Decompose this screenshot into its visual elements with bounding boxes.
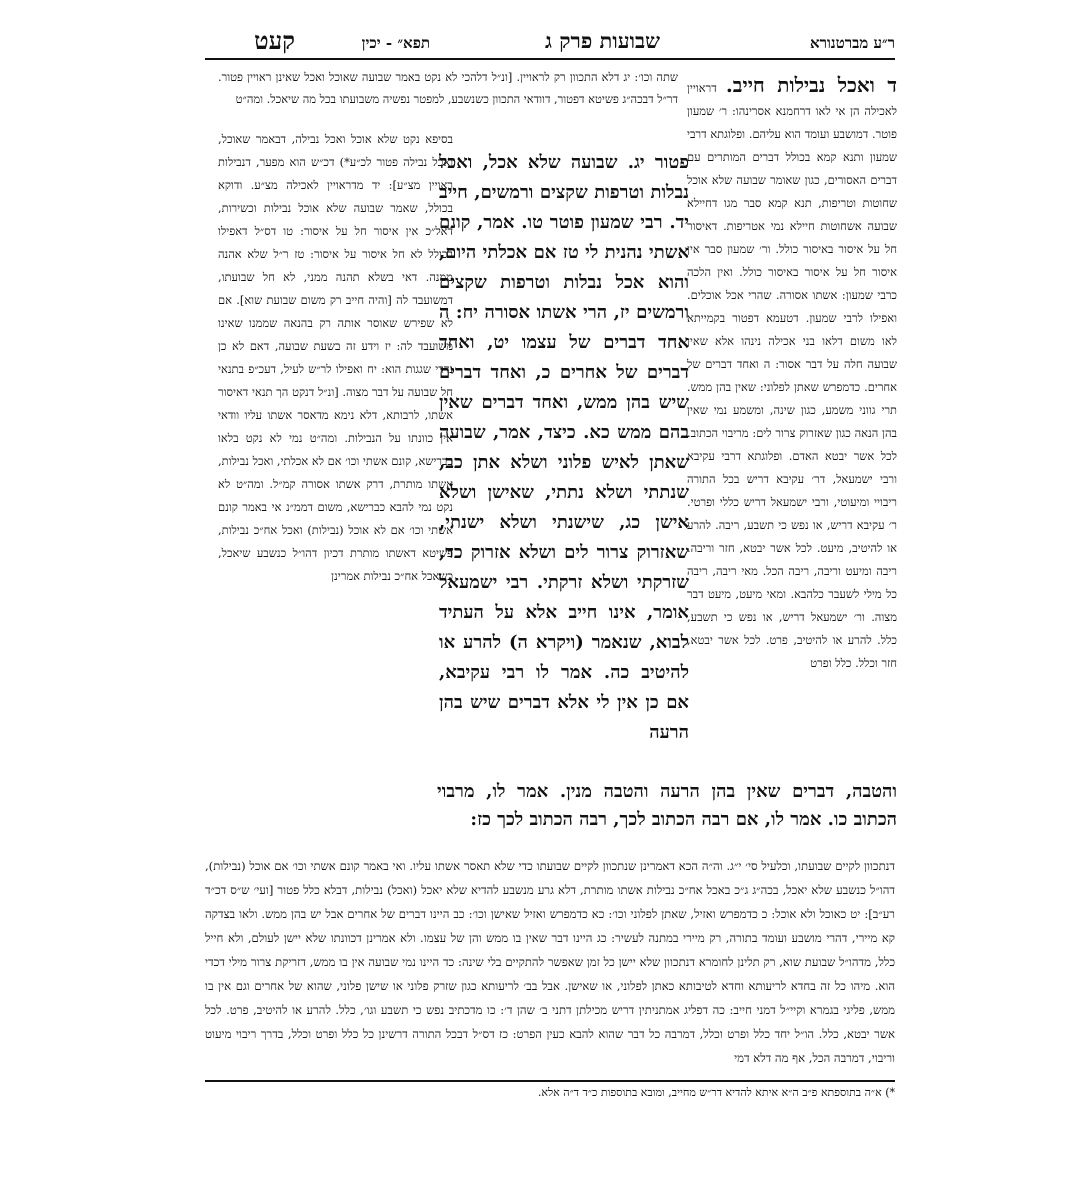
header-rule	[205, 58, 895, 60]
page-header	[205, 28, 895, 62]
mishnah-body: פטור יג. שבועה שלא אכל, ואכל נבלות וטרפות שקצים ורמשים, חייב יד. רבי שמעון פוטר טו. אמר, קונם אשתי נהנית לי טז אם אכלתי היום, והוא אכל נבלות וטרפות שקצים ורמשים יז, הרי אשתו אסורה יח: ה אחד דברים של עצמו יט, ואחד דברים של אחרים כ, ואחד דברים שיש בהן ממש, ואחד דברים שאין בהם ממש כא. כיצד, אמר, שבועה שאתן לאיש פלוני ושלא אתן כב, שנתתי ושלא נתתי, שאישן ושלא אישן כג, שישנתי ושלא ישנתי, שאזרוק צרור לים ושלא אזרוק כד, שזרקתי ושלא זרקתי. רבי ישמעאל אומר, אינו חייב אלא על העתיד לבוא, שנאמר (ויקרא ה) להרע או להיטיב כה. אמר לו רבי עקיבא, אם כן אין לי אלא דברים שיש בהן הרעה	[439, 152, 689, 743]
commentary-lead: ד ואכל נבילות חייב.	[725, 74, 897, 97]
tiferet-commentary-top	[218, 66, 678, 132]
commentary-body: דראויין לאכילה הן אי לאו דרחמנא אסרינהו: ר׳ שמעון פוטר. דמושבע ועומד הוא עליהם. ופלוגתא דרבי שמעון ותנא קמא בכולל דברים המותרים עם דברים האסורים, כגון שאומר שבועה שלא אוכל שחוטות וטריפות, תנא קמא סבר מגו דחיילא שבועה אשחוטות חיילא נמי אטריפות. דאיסור חל על איסור באיסור כולל. ור׳ שמעון סבר אין איסור חל על איסור באיסור כולל. ואין הלכה כרבי שמעון: אשתו אסורה. שהרי אכל אוכלים. ואפילו לרבי שמעון. דטעמא דפטור בקמייתא לאו משום דלאו בני אכילה נינהו אלא שאין שבועה חלה על דבר אסור: ה ואחד דברים של אחרים. כדמפרש שאתן לפלוני: שאין בהן ממש. תרי גווני משמע, כגון שינה, ומשמע נמי שאין בהן הנאה כגון שאזרוק צרור לים: מריבוי הכתוב. לכל אשר יבטא האדם. ופלוגתא דרבי עקיבא ורבי ישמעאל, דר׳ עקיבא דריש בכל התורה ריבויי ומיעוטי, ורבי ישמעאל דריש כללי ופרטי. ר׳ עקיבא דריש, או נפש כי תשבע, ריבה. להרע או להיטיב, מיעט. לכל אשר יבטא, חזר וריבה. ריבה ומיעט וריבה, ריבה הכל. מאי ריבה, ריבה כל מילי לשעבר כלהבא. ומאי מיעט, מיעט דבר מצוה. ור׳ ישמעאל דריש, או נפש כי תשבע, כלל. להרע או להיטיב, פרט. לכל אשר יבטא, חזר וכלל. כלל ופרט	[687, 81, 897, 670]
commentary-title: ר״ע מברטנורא	[809, 34, 895, 52]
footnote: *) א״ה בתוספתא פ״ב ה״א איתא להדיא דר״ש מחייב, ומובא בתוספות כ״ד ד״ה אלא.	[537, 1086, 895, 1099]
commentary-top-text: שתה וכו׳: יג דלא התכוון רק לראויין. [ונ״ל דלהכי לא נקט באמר שבועה שאוכל ואכל שאינן ראויין פטור. דר״ל דבכה״ג פשיטא דפטור, דוודאי התכוון כשנשבע, למפטר נפשיה משבועתו בכל מה שיאכל. ומה״ט	[218, 70, 678, 106]
footnote-rule	[205, 1080, 895, 1082]
commentary-left-text: בסיפא נקט שלא אוכל ואכל נבילה, דבאמר שאוכל, ואכל נבילה פטור לכ״ע*) דכ״ש הוא מפער, דנבילות ראויין מצ״ע]: יד מדראויין לאכילה מצ״ע. ודוקא בכולל, שאמר שבועה שלא אוכל נבילות וכשירות, דאל״כ אין איסור חל על איסור: טו דס״ל דאפילו בכולל לא חל איסור על איסור: טז ר״ל שלא אהנה ממנה. דאי בשלא תהנה ממני, לא חל שבועתו, דמשועבד לה [והיה חייב רק משום שבועת שוא]. אם לא שפירש שאוסר אותה רק בהנאה שממנו שאינו משועבד לה: יז וידע זה בשעת שבועה, דאם לא כן נדרי שגגות הוא: יח ואפילו לר״ש לעיל, דעכ״פ בתנאי חל שבועה על דבר מצוה. [ונ״ל דנקט הך תנאי דאיסור אשתו, לרבותא, דלא נימא מדאסר אשתו עליו וודאי אין כוונתו על הנבילות. ומה״ט נמי לא נקט בלאו כברישא, קונם אשתי וכו׳ אם לא אכלתי, ואכל נבילות, אשתו מותרת, דרק אשתו אסורה קמ״ל. ומה״ט לא נקט נמי להבא כברישא, משום דממ״נ אי באמר קונם אשתי וכו׳ אם לא אוכל (נבילות) ואכל אח״כ נבילות, פשיטא דאשתו מותרת דכיון דהו״ל כנשבע שיאכל, כשאכל אח״כ נבילות אמרינן	[218, 132, 453, 583]
running-head: תפא״ - יכין	[361, 34, 430, 52]
bartenura-commentary	[687, 74, 897, 774]
bottom-commentary-text: דנתכוון לקיים שבועתו, וכלעיל סי׳ י״ג. וה״ה הכא דאמרינן שנתכוון לקיים שבועתו כדי שלא תאסר אשתו עליו. ואי באמר קונם אשתי וכו׳ אם אוכל (נבילות), דהו״ל כנשבע שלא יאכל, בכה״ג ג״כ באכל אח״כ נבילות אשתו מותרת, דלא גרע מנשבע להדיא שלא יאכל (ואכל) נבילות, דבלא כלל פטור [ועי׳ ש״ס דכ״ד רע״ב]: יט כאוכל ולא אוכל: כ כדמפרש ואזיל, שאתן לפלוני וכו׳: כא כדמפרש ואזיל שאישן וכו׳: כב היינו דברים של אחרים אבל יש בהן ממש. ולאו בצדקה קא מיירי, דהרי מושבע ועומד בתורה, רק מיירי במתנה לעשיר: כג היינו דבר שאין בו ממש והן של עצמו. ולא אמרינן דכוונתו שלא יישן לעולם, ולא חייל כלל, מדהו״ל שבועת שוא, רק תלינן לחומרא דנתכוון שלא יישן כל זמן שאפשר להתקיים בלי שינה: כד היינו נמי שבועה אין בו ממש, דזריקת צרור מילי דכדי הוא. מיהו כל זה בחדא לריעותא וחדא לטיבותא כאתן לפלוני, או שאישן. אבל בב׳ לריעותא כגון שזרק פלוני או שישן פלוני, שהוא של אחרים וגם אין בו ממש, פליגי בגמרא וקיי״ל דמני חייב: כה דפליג אמתניתין דריש מכילתן דתני ב׳ שהן ד׳: כו מדכתיב נפש כי תשבע וגו׳, כלל. להרע או להיטיב, פרט. לכל אשר יבטא, כלל. הו״ל יחד כלל ופרט וכלל, דמרבה כל דבר שהוא להבא כעין הפרט: כז דס״ל דבכל התורה דרשינן כל כלל ופרט וכלל, בדרך ריבוי מיעוט וריבוי, דמרבה הכל, אף מה דלא דמי	[205, 859, 895, 1065]
tractate-title: שבועות פרק ג	[545, 28, 660, 53]
mishnah-continued	[437, 778, 897, 856]
tiferet-commentary	[218, 128, 453, 808]
mishnah-continued-text: והטבה, דברים שאין בהן הרעה והטבה מנין. אמר לו, מרבוי הכתוב כו. אמר לו, אם רבה הכתוב לכך, רבה הכתוב לכך כז:	[437, 781, 897, 830]
mishnah-text	[439, 148, 689, 788]
page-number: קעט	[254, 26, 295, 55]
bottom-commentary	[205, 854, 895, 1084]
